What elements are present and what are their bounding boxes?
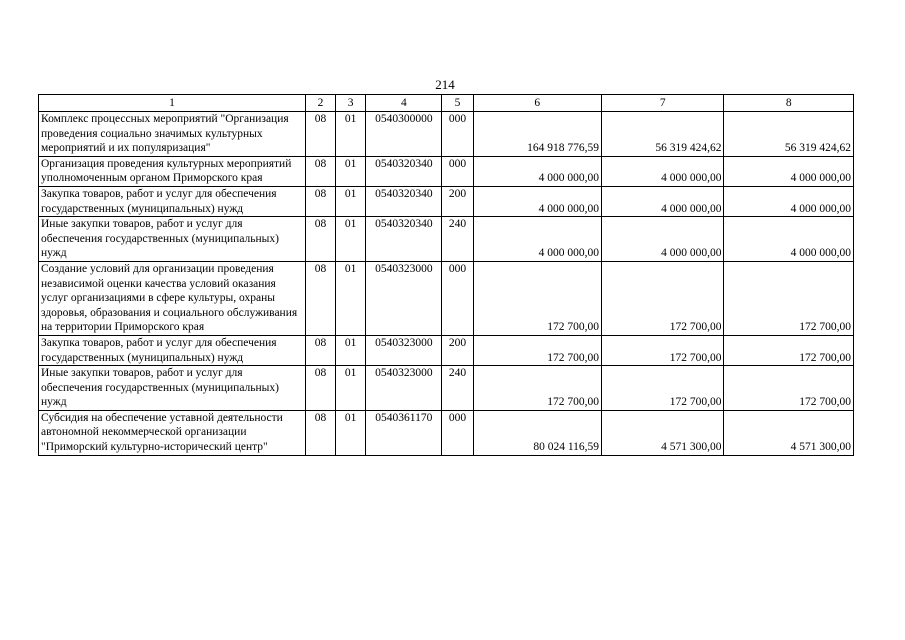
amount-col6: 172 700,00 [473, 366, 601, 411]
expense-type-code: 000 [442, 156, 473, 186]
amount-col8: 4 000 000,00 [724, 186, 854, 216]
section-code: 08 [305, 217, 335, 262]
amount-col7: 4 000 000,00 [602, 217, 724, 262]
subsection-code: 01 [336, 112, 366, 157]
expense-type-code: 000 [442, 112, 473, 157]
amount-col7: 56 319 424,62 [602, 112, 724, 157]
target-article-code: 0540320340 [366, 186, 442, 216]
row-name: Иные закупки товаров, работ и услуг для обеспечения государственных (муниципальных) нужд [39, 366, 306, 411]
row-name: Создание условий для организации проведения независимой оценки качества условий оказания услуг организациями в сфере культуры, охраны здоровья, образования и социального обслуживания на территории Приморского края [39, 261, 306, 335]
amount-col8: 172 700,00 [724, 366, 854, 411]
section-code: 08 [305, 410, 335, 455]
amount-col8: 4 571 300,00 [724, 410, 854, 455]
amount-col6: 164 918 776,59 [473, 112, 601, 157]
amount-col8: 172 700,00 [724, 261, 854, 335]
expense-type-code: 200 [442, 186, 473, 216]
subsection-code: 01 [336, 186, 366, 216]
expense-type-code: 240 [442, 217, 473, 262]
section-code: 08 [305, 335, 335, 365]
amount-col6: 4 000 000,00 [473, 217, 601, 262]
target-article-code: 0540323000 [366, 335, 442, 365]
table-row [39, 366, 854, 411]
expense-type-code: 000 [442, 261, 473, 335]
row-name: Организация проведения культурных мероприятий уполномоченным органом Приморского края [39, 156, 306, 186]
header-cell: 3 [336, 95, 366, 112]
subsection-code: 01 [336, 410, 366, 455]
amount-col6: 172 700,00 [473, 335, 601, 365]
amount-col7: 4 000 000,00 [602, 186, 724, 216]
row-name: Комплекс процессных мероприятий "Организация проведения социально значимых культурных мероприятий и их популяризация" [39, 112, 306, 157]
amount-col7: 172 700,00 [602, 366, 724, 411]
subsection-code: 01 [336, 335, 366, 365]
section-code: 08 [305, 366, 335, 411]
table-row [39, 186, 854, 216]
amount-col7: 172 700,00 [602, 261, 724, 335]
row-name: Субсидия на обеспечение уставной деятельности автономной некоммерческой организации "Приморский культурно-исторический центр" [39, 410, 306, 455]
subsection-code: 01 [336, 156, 366, 186]
expense-type-code: 200 [442, 335, 473, 365]
target-article-code: 0540323000 [366, 366, 442, 411]
header-cell: 2 [305, 95, 335, 112]
amount-col6: 4 000 000,00 [473, 156, 601, 186]
header-cell: 8 [724, 95, 854, 112]
row-name: Закупка товаров, работ и услуг для обеспечения государственных (муниципальных) нужд [39, 186, 306, 216]
section-code: 08 [305, 261, 335, 335]
row-name: Иные закупки товаров, работ и услуг для обеспечения государственных (муниципальных) нужд [39, 217, 306, 262]
table-row [39, 217, 854, 262]
header-cell: 7 [602, 95, 724, 112]
amount-col8: 56 319 424,62 [724, 112, 854, 157]
target-article-code: 0540300000 [366, 112, 442, 157]
section-code: 08 [305, 186, 335, 216]
expense-type-code: 240 [442, 366, 473, 411]
subsection-code: 01 [336, 217, 366, 262]
amount-col7: 4 571 300,00 [602, 410, 724, 455]
subsection-code: 01 [336, 366, 366, 411]
expense-type-code: 000 [442, 410, 473, 455]
row-name: Закупка товаров, работ и услуг для обеспечения государственных (муниципальных) нужд [39, 335, 306, 365]
amount-col8: 172 700,00 [724, 335, 854, 365]
table-row [39, 410, 854, 455]
target-article-code: 0540320340 [366, 156, 442, 186]
amount-col7: 172 700,00 [602, 335, 724, 365]
amount-col6: 4 000 000,00 [473, 186, 601, 216]
header-cell: 4 [366, 95, 442, 112]
table-row [39, 335, 854, 365]
page-number: 214 [435, 77, 455, 92]
table-row [39, 112, 854, 157]
header-cell: 5 [442, 95, 473, 112]
budget-table [38, 94, 854, 456]
section-code: 08 [305, 156, 335, 186]
amount-col6: 80 024 116,59 [473, 410, 601, 455]
target-article-code: 0540323000 [366, 261, 442, 335]
amount-col8: 4 000 000,00 [724, 217, 854, 262]
target-article-code: 0540320340 [366, 217, 442, 262]
table-row [39, 156, 854, 186]
subsection-code: 01 [336, 261, 366, 335]
amount-col7: 4 000 000,00 [602, 156, 724, 186]
target-article-code: 0540361170 [366, 410, 442, 455]
amount-col6: 172 700,00 [473, 261, 601, 335]
header-cell: 6 [473, 95, 601, 112]
amount-col8: 4 000 000,00 [724, 156, 854, 186]
section-code: 08 [305, 112, 335, 157]
header-cell: 1 [39, 95, 306, 112]
table-row [39, 261, 854, 335]
header-row [39, 95, 854, 112]
